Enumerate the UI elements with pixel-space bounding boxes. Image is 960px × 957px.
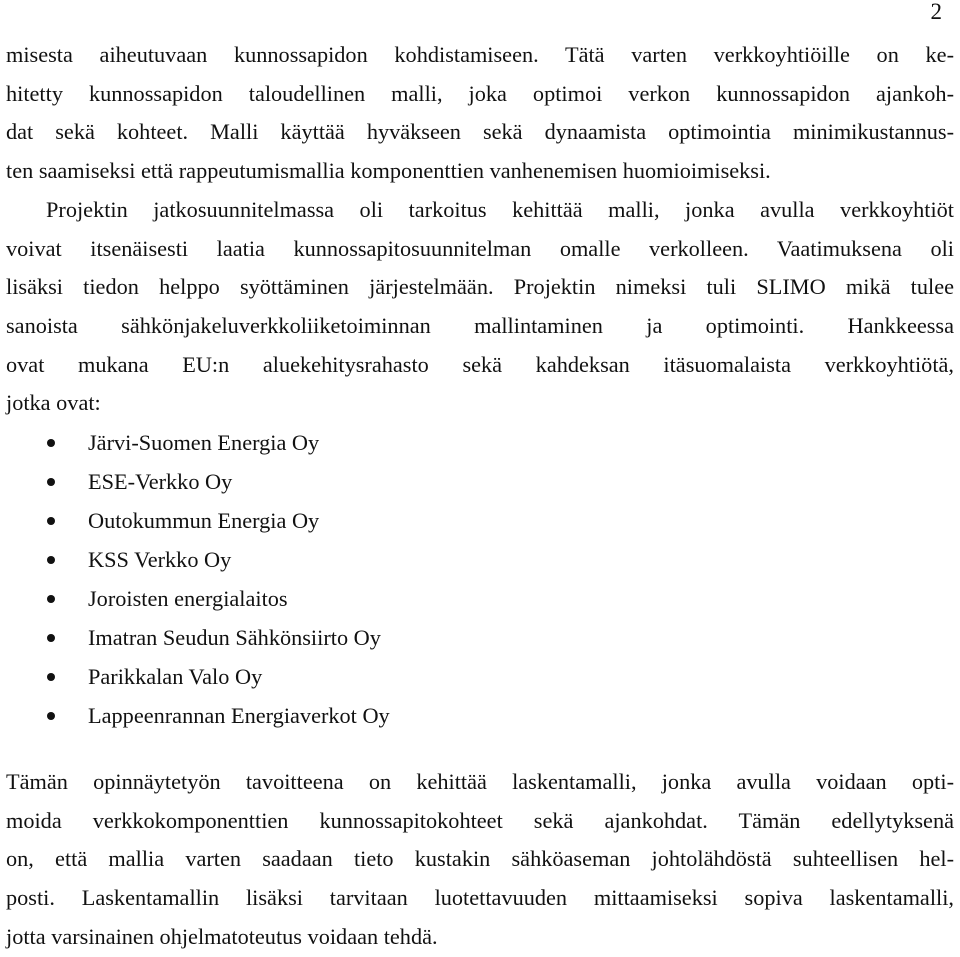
paragraph-line: sanoista sähkönjakeluverkkoliiketoiminnan mallintaminen ja optimointi. Hankkeessa [6, 312, 954, 338]
list-item [6, 501, 954, 540]
paragraph-project [6, 191, 954, 423]
bullet-icon [47, 712, 55, 720]
bullet-icon [47, 478, 55, 486]
list-item [6, 462, 954, 501]
paragraph-line: voivat itsenäisesti laatia kunnossapitosuunnitelman omalle verkolleen. Vaatimuksena oli [6, 235, 954, 261]
paragraph-intro [6, 36, 954, 191]
list-item [6, 657, 954, 696]
list-item [6, 423, 954, 462]
document-body [6, 36, 954, 957]
bullet-icon [47, 439, 55, 447]
company-name: Outokummun Energia Oy [88, 508, 320, 534]
page-number: 2 [930, 0, 942, 24]
paragraph-line: hitetty kunnossapidon taloudellinen malli, joka optimoi verkon kunnossapidon ajankoh- [6, 80, 954, 106]
company-name: Lappeenrannan Energiaverkot Oy [88, 703, 390, 729]
paragraph-line: lisäksi tiedon helppo syöttäminen järjestelmään. Projektin nimeksi tuli SLIMO mikä tulee [6, 274, 954, 300]
company-name: Järvi-Suomen Energia Oy [88, 430, 320, 456]
company-name: Joroisten energialaitos [88, 586, 288, 612]
company-list [6, 423, 954, 735]
list-item [6, 540, 954, 579]
company-name: Parikkalan Valo Oy [88, 664, 263, 690]
list-item [6, 579, 954, 618]
paragraph-line: on, että mallia varten saadaan tieto kustakin sähköaseman johtolähdöstä suhteellisen hel- [6, 846, 954, 872]
paragraph-spacer [6, 735, 954, 763]
paragraph-line: jotka ovat: [6, 390, 101, 416]
bullet-icon [47, 595, 55, 603]
bullet-icon [47, 673, 55, 681]
paragraph-line: jotta varsinainen ohjelmatoteutus voidaan tehdä. [6, 923, 438, 949]
list-item [6, 696, 954, 735]
company-name: ESE-Verkko Oy [88, 469, 233, 495]
paragraph-line: Projektin jatkosuunnitelmassa oli tarkoitus kehittää malli, jonka avulla verkkoyhtiöt [46, 196, 954, 222]
company-name: KSS Verkko Oy [88, 547, 232, 573]
bullet-icon [47, 634, 55, 642]
paragraph-goal [6, 763, 954, 957]
paragraph-line: posti. Laskentamallin lisäksi tarvitaan luotettavuuden mittaamiseksi sopiva laskentamalli, [6, 885, 954, 911]
paragraph-line: moida verkkokomponenttien kunnossapitokohteet sekä ajankohdat. Tämän edellytyksenä [6, 807, 954, 833]
list-item [6, 618, 954, 657]
bullet-icon [47, 556, 55, 564]
company-name: Imatran Seudun Sähkönsiirto Oy [88, 625, 381, 651]
bullet-icon [47, 517, 55, 525]
paragraph-line: Tämän opinnäytetyön tavoitteena on kehittää laskentamalli, jonka avulla voidaan opti- [6, 769, 954, 795]
paragraph-line: ten saamiseksi että rappeutumismallia komponenttien vanhenemisen huomioimiseksi. [6, 158, 771, 184]
paragraph-line: ovat mukana EU:n aluekehitysrahasto sekä kahdeksan itäsuomalaista verkkoyhtiötä, [6, 351, 954, 377]
paragraph-line: dat sekä kohteet. Malli käyttää hyväkseen sekä dynaamista optimointia minimikustannus- [6, 119, 954, 145]
paragraph-line: misesta aiheutuvaan kunnossapidon kohdistamiseen. Tätä varten verkkoyhtiöille on ke- [6, 42, 954, 67]
